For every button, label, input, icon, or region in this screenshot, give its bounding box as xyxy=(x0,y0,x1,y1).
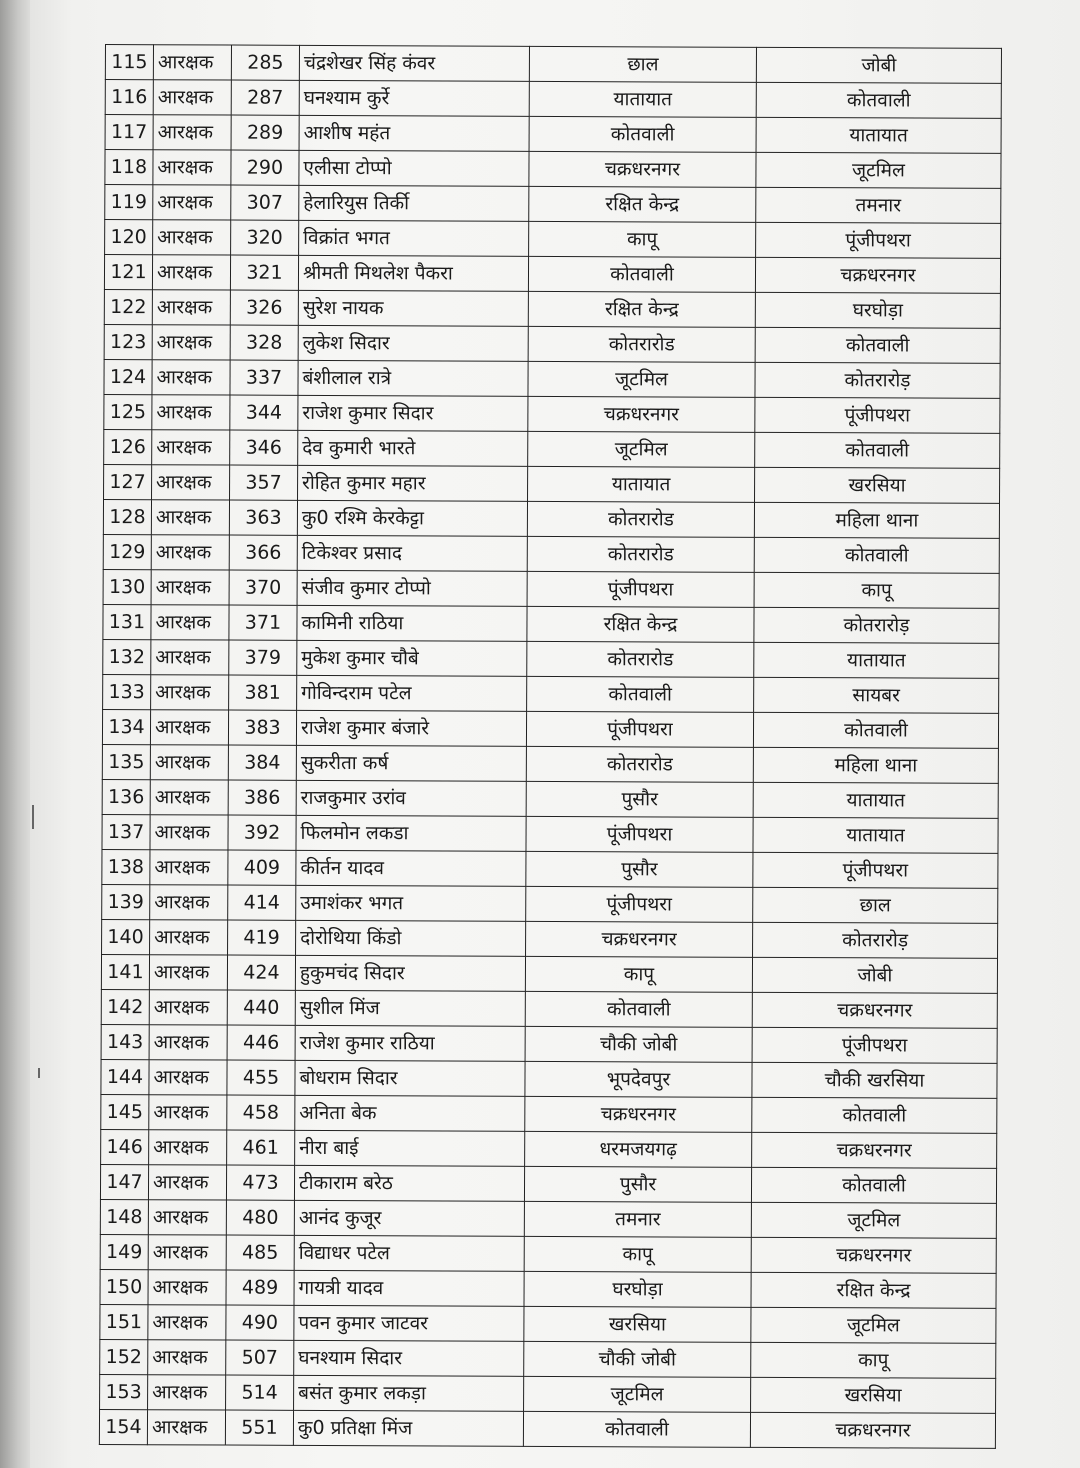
serial-number: 129 xyxy=(103,534,151,569)
posted-from: चक्रधरनगर xyxy=(528,396,755,432)
posted-from: कोतरारोड xyxy=(528,326,755,362)
posted-to: छाल xyxy=(753,887,998,923)
serial-number: 144 xyxy=(101,1059,149,1094)
posted-from: जूटमिल xyxy=(524,1376,751,1412)
badge-number: 370 xyxy=(229,570,297,605)
badge-number: 321 xyxy=(230,255,298,290)
posted-from: चौकी जोबी xyxy=(524,1341,751,1377)
serial-number: 124 xyxy=(104,359,152,394)
posted-from: रक्षित केन्द्र xyxy=(529,186,756,222)
serial-number: 126 xyxy=(104,429,152,464)
posted-to: पूंजीपथरा xyxy=(752,1027,997,1063)
serial-number: 125 xyxy=(104,394,152,429)
rank: आरक्षक xyxy=(150,710,228,745)
officer-name: अनिता बेक xyxy=(295,1095,525,1131)
margin-mark xyxy=(38,1068,40,1078)
table-row xyxy=(105,150,1001,189)
serial-number: 133 xyxy=(103,674,151,709)
badge-number: 371 xyxy=(229,605,297,640)
posted-to: पूंजीपथरा xyxy=(756,222,1001,258)
rank: आरक्षक xyxy=(148,1165,226,1200)
rank: आरक्षक xyxy=(152,360,230,395)
badge-number: 485 xyxy=(226,1235,294,1270)
posted-from: जूटमिल xyxy=(528,361,755,397)
badge-number: 480 xyxy=(226,1200,294,1235)
posted-from: चक्रधरनगर xyxy=(529,151,756,187)
officer-name: हेलारियुस तिर्की xyxy=(299,185,529,221)
table-row xyxy=(105,80,1001,119)
posted-to: कोतवाली xyxy=(752,1097,997,1133)
posted-to: खरसिया xyxy=(755,467,1000,503)
officer-name: राजेश कुमार राठिया xyxy=(295,1025,525,1061)
officer-name: रोहित कुमार महार xyxy=(298,465,528,501)
posted-to: कोतवाली xyxy=(756,82,1001,118)
posted-to: जोबी xyxy=(752,957,997,993)
posted-from: कापू xyxy=(525,956,752,992)
badge-number: 458 xyxy=(227,1095,295,1130)
rank: आरक्षक xyxy=(150,920,228,955)
rank: आरक्षक xyxy=(149,990,227,1025)
badge-number: 419 xyxy=(228,920,296,955)
serial-number: 119 xyxy=(105,185,153,220)
posted-from: कोतवाली xyxy=(525,991,752,1027)
table-row xyxy=(102,814,998,853)
posted-from: कोतरारोड xyxy=(527,501,754,537)
officer-name: टीकाराम बरेठ xyxy=(294,1165,524,1201)
badge-number: 383 xyxy=(228,710,296,745)
posted-from: पूंजीपथरा xyxy=(527,571,754,607)
serial-number: 118 xyxy=(105,150,153,185)
rank: आरक्षक xyxy=(151,675,229,710)
officer-name: नीरा बाई xyxy=(295,1130,525,1166)
table-row xyxy=(100,1234,996,1273)
officer-name: राजेश कुमार बंजारे xyxy=(296,710,526,746)
officer-name: कु0 रश्मि केरकेट्टा xyxy=(297,500,527,536)
posted-from: चौकी जोबी xyxy=(525,1026,752,1062)
table-row xyxy=(99,1409,995,1448)
rank: आरक्षक xyxy=(153,185,231,220)
posted-from: छाल xyxy=(529,46,756,82)
officer-name: देव कुमारी भारते xyxy=(298,430,528,466)
posted-to: महिला थाना xyxy=(754,502,999,538)
posted-from: चक्रधरनगर xyxy=(526,921,753,957)
posted-to: घरघोड़ा xyxy=(755,292,1000,328)
serial-number: 121 xyxy=(104,255,152,290)
rank: आरक्षक xyxy=(149,1025,227,1060)
badge-number: 446 xyxy=(227,1025,295,1060)
officer-name: दोरोथिया किंडो xyxy=(296,920,526,956)
badge-number: 290 xyxy=(231,150,299,185)
table-row xyxy=(102,779,998,818)
rank: आरक्षक xyxy=(151,640,229,675)
posted-to: चक्रधरनगर xyxy=(750,1412,995,1448)
rank: आरक्षक xyxy=(147,1410,225,1445)
serial-number: 134 xyxy=(102,709,150,744)
rank: आरक्षक xyxy=(153,45,231,80)
serial-number: 132 xyxy=(103,639,151,674)
rank: आरक्षक xyxy=(153,150,231,185)
posted-from: पूंजीपथरा xyxy=(526,711,753,747)
table-row xyxy=(102,884,998,923)
posted-to: जूटमिल xyxy=(756,152,1001,188)
officer-name: घनश्याम सिदार xyxy=(294,1340,524,1376)
rank: आरक्षक xyxy=(153,115,231,150)
serial-number: 153 xyxy=(100,1374,148,1409)
serial-number: 137 xyxy=(102,814,150,849)
officer-name: आशीष महंत xyxy=(299,115,529,151)
officer-name: सुशील मिंज xyxy=(295,990,525,1026)
posted-from: कापू xyxy=(529,221,756,257)
serial-number: 150 xyxy=(100,1269,148,1304)
posted-from: कोतरारोड xyxy=(527,641,754,677)
officer-name: बोधराम सिदार xyxy=(295,1060,525,1096)
badge-number: 328 xyxy=(230,325,298,360)
officer-name: कु0 प्रतिक्षा मिंज xyxy=(293,1410,523,1446)
posted-from: कोतवाली xyxy=(527,676,754,712)
rank: आरक्षक xyxy=(150,815,228,850)
officer-name: सुरेश नायक xyxy=(298,290,528,326)
officer-name: फिलमोन लकडा xyxy=(296,815,526,851)
posted-to: पूंजीपथरा xyxy=(755,397,1000,433)
posted-to: कोतवाली xyxy=(755,432,1000,468)
table-row xyxy=(103,534,999,573)
posted-to: खरसिया xyxy=(751,1377,996,1413)
table-row xyxy=(105,220,1001,259)
badge-number: 337 xyxy=(230,360,298,395)
posted-from: यातायात xyxy=(529,81,756,117)
table-row xyxy=(104,464,1000,503)
badge-number: 489 xyxy=(226,1270,294,1305)
rank: आरक्षक xyxy=(149,1095,227,1130)
serial-number: 123 xyxy=(104,324,152,359)
serial-number: 127 xyxy=(104,464,152,499)
posted-to: तमनार xyxy=(756,187,1001,223)
badge-number: 326 xyxy=(230,290,298,325)
posted-to: यातायात xyxy=(754,642,999,678)
badge-number: 551 xyxy=(225,1410,293,1445)
posted-from: पूंजीपथरा xyxy=(526,816,753,852)
posted-from: भूपदेवपुर xyxy=(525,1061,752,1097)
table-row xyxy=(100,1199,996,1238)
table-row xyxy=(103,499,999,538)
badge-number: 392 xyxy=(228,815,296,850)
table-row xyxy=(104,324,1000,363)
posted-from: यातायात xyxy=(528,466,755,502)
serial-number: 142 xyxy=(101,989,149,1024)
posted-to: कोतरारोड़ xyxy=(753,922,998,958)
posted-from: तमनार xyxy=(524,1201,751,1237)
officer-name: राजकुमार उरांव xyxy=(296,780,526,816)
posted-from: कोतवाली xyxy=(528,256,755,292)
badge-number: 285 xyxy=(231,45,299,80)
rank: आरक्षक xyxy=(151,500,229,535)
posted-to: कोतवाली xyxy=(753,712,998,748)
rank: आरक्षक xyxy=(150,780,228,815)
rank: आरक्षक xyxy=(152,290,230,325)
serial-number: 149 xyxy=(100,1234,148,1269)
badge-number: 379 xyxy=(229,640,297,675)
badge-number: 381 xyxy=(229,675,297,710)
serial-number: 143 xyxy=(101,1024,149,1059)
rank: आरक्षक xyxy=(152,395,230,430)
rank: आरक्षक xyxy=(151,605,229,640)
serial-number: 151 xyxy=(100,1304,148,1339)
posted-from: कोतवाली xyxy=(529,116,756,152)
rank: आरक्षक xyxy=(152,430,230,465)
officer-name: कामिनी राठिया xyxy=(297,605,527,641)
rank: आरक्षक xyxy=(149,1130,227,1165)
margin-mark xyxy=(32,805,34,829)
table-row xyxy=(103,569,999,608)
rank: आरक्षक xyxy=(148,1235,226,1270)
table-row xyxy=(101,989,997,1028)
rank: आरक्षक xyxy=(148,1340,226,1375)
rank: आरक्षक xyxy=(153,220,231,255)
badge-number: 440 xyxy=(227,990,295,1025)
posted-to: चक्रधरनगर xyxy=(752,1132,997,1168)
table-row xyxy=(102,744,998,783)
rank: आरक्षक xyxy=(152,465,230,500)
table-row xyxy=(100,1269,996,1308)
posted-to: जूटमिल xyxy=(751,1307,996,1343)
table-row xyxy=(101,1059,997,1098)
officer-name: पवन कुमार जाटवर xyxy=(294,1305,524,1341)
badge-number: 357 xyxy=(230,465,298,500)
officer-name: एलीसा टोप्पो xyxy=(299,150,529,186)
table-row xyxy=(100,1339,996,1378)
badge-number: 384 xyxy=(228,745,296,780)
table-row xyxy=(103,604,999,643)
table-row xyxy=(100,1304,996,1343)
posted-to: कापू xyxy=(754,572,999,608)
posted-to: रक्षित केन्द्र xyxy=(751,1272,996,1308)
badge-number: 514 xyxy=(226,1375,294,1410)
serial-number: 146 xyxy=(101,1129,149,1164)
rank: आरक्षक xyxy=(148,1200,226,1235)
posted-from: खरसिया xyxy=(524,1306,751,1342)
posted-from: धरमजयगढ़ xyxy=(525,1131,752,1167)
table-row xyxy=(101,1024,997,1063)
posted-to: यातायात xyxy=(753,817,998,853)
posted-from: कोतरारोड xyxy=(526,746,753,782)
badge-number: 409 xyxy=(228,850,296,885)
badge-number: 455 xyxy=(227,1060,295,1095)
table-row xyxy=(104,289,1000,328)
transfer-table-body xyxy=(99,45,1001,1449)
rank: आरक्षक xyxy=(149,1060,227,1095)
posted-from: कोतरारोड xyxy=(527,536,754,572)
posted-to: चौकी खरसिया xyxy=(752,1062,997,1098)
table-row xyxy=(105,115,1001,154)
serial-number: 128 xyxy=(103,499,151,534)
rank: आरक्षक xyxy=(150,850,228,885)
serial-number: 122 xyxy=(104,289,152,324)
badge-number: 287 xyxy=(231,80,299,115)
officer-name: सुकरीता कर्ष xyxy=(296,745,526,781)
serial-number: 135 xyxy=(102,744,150,779)
table-row xyxy=(103,674,999,713)
table-row xyxy=(104,429,1000,468)
officer-name: हुकुमचंद सिदार xyxy=(295,955,525,991)
posted-to: यातायात xyxy=(753,782,998,818)
serial-number: 136 xyxy=(102,779,150,814)
rank: आरक्षक xyxy=(152,325,230,360)
posted-to: कोतवाली xyxy=(754,537,999,573)
officer-name: लुकेश सिदार xyxy=(298,325,528,361)
serial-number: 130 xyxy=(103,569,151,604)
posted-from: पुसौर xyxy=(526,781,753,817)
officer-name: विद्याधर पटेल xyxy=(294,1235,524,1271)
table-row xyxy=(101,954,997,993)
posted-to: यातायात xyxy=(756,117,1001,153)
badge-number: 424 xyxy=(227,955,295,990)
officer-name: टिकेश्वर प्रसाद xyxy=(297,535,527,571)
posted-to: कोतवाली xyxy=(755,327,1000,363)
serial-number: 117 xyxy=(105,115,153,150)
table-row xyxy=(105,185,1001,224)
table-row xyxy=(102,709,998,748)
officer-name: मुकेश कुमार चौबे xyxy=(297,640,527,676)
serial-number: 139 xyxy=(102,884,150,919)
serial-number: 131 xyxy=(103,604,151,639)
serial-number: 141 xyxy=(101,954,149,989)
table-row xyxy=(102,849,998,888)
serial-number: 138 xyxy=(102,849,150,884)
posted-to: चक्रधरनगर xyxy=(755,257,1000,293)
posted-from: कापू xyxy=(524,1236,751,1272)
badge-number: 344 xyxy=(230,395,298,430)
badge-number: 320 xyxy=(231,220,299,255)
posted-to: जोबी xyxy=(756,47,1001,83)
officer-name: राजेश कुमार सिदार xyxy=(298,395,528,431)
table-row xyxy=(105,45,1001,84)
badge-number: 346 xyxy=(230,430,298,465)
rank: आरक्षक xyxy=(153,80,231,115)
rank: आरक्षक xyxy=(151,535,229,570)
posted-to: कोतरारोड़ xyxy=(754,607,999,643)
rank: आरक्षक xyxy=(148,1375,226,1410)
posted-to: कोतवाली xyxy=(751,1167,996,1203)
officer-name: आनंद कुजूर xyxy=(294,1200,524,1236)
badge-number: 461 xyxy=(227,1130,295,1165)
posted-to: कापू xyxy=(751,1342,996,1378)
badge-number: 414 xyxy=(228,885,296,920)
posted-to: जूटमिल xyxy=(751,1202,996,1238)
rank: आरक्षक xyxy=(152,255,230,290)
posted-from: पुसौर xyxy=(526,851,753,887)
table-row xyxy=(104,255,1000,294)
officer-name: गोविन्दराम पटेल xyxy=(297,675,527,711)
officer-name: श्रीमती मिथलेश पैकरा xyxy=(298,255,528,291)
badge-number: 507 xyxy=(226,1340,294,1375)
page-edge-shadow xyxy=(0,0,30,1468)
table-row xyxy=(100,1374,996,1413)
officer-name: बंशीलाल रात्रे xyxy=(298,360,528,396)
posted-from: घरघोड़ा xyxy=(524,1271,751,1307)
serial-number: 116 xyxy=(105,80,153,115)
serial-number: 120 xyxy=(105,220,153,255)
rank: आरक्षक xyxy=(150,745,228,780)
officer-name: कीर्तन यादव xyxy=(296,850,526,886)
posted-from: रक्षित केन्द्र xyxy=(528,291,755,327)
posted-from: पुसौर xyxy=(524,1166,751,1202)
posted-to: सायबर xyxy=(754,677,999,713)
badge-number: 307 xyxy=(231,185,299,220)
serial-number: 115 xyxy=(105,45,153,80)
table-row xyxy=(103,639,999,678)
posted-to: चक्रधरनगर xyxy=(751,1237,996,1273)
posted-to: पूंजीपथरा xyxy=(753,852,998,888)
table-row xyxy=(101,1094,997,1133)
serial-number: 147 xyxy=(100,1164,148,1199)
posted-from: कोतवाली xyxy=(523,1411,750,1447)
table-row xyxy=(102,919,998,958)
rank: आरक्षक xyxy=(150,885,228,920)
posted-to: कोतरारोड़ xyxy=(755,362,1000,398)
posted-from: रक्षित केन्द्र xyxy=(527,606,754,642)
officer-name: विक्रांत भगत xyxy=(299,220,529,256)
badge-number: 366 xyxy=(229,535,297,570)
posted-to: महिला थाना xyxy=(753,747,998,783)
badge-number: 473 xyxy=(226,1165,294,1200)
officer-name: चंद्रशेखर सिंह कंवर xyxy=(299,45,529,81)
posted-from: चक्रधरनगर xyxy=(525,1096,752,1132)
officer-name: घनश्याम कुर्रे xyxy=(299,80,529,116)
badge-number: 490 xyxy=(226,1305,294,1340)
officer-name: गायत्री यादव xyxy=(294,1270,524,1306)
badge-number: 363 xyxy=(229,500,297,535)
officer-name: बसंत कुमार लकड़ा xyxy=(294,1375,524,1411)
badge-number: 386 xyxy=(228,780,296,815)
table-row xyxy=(104,359,1000,398)
table-row xyxy=(100,1164,996,1203)
officer-name: उमाशंकर भगत xyxy=(296,885,526,921)
transfer-table xyxy=(99,44,1002,1449)
serial-number: 140 xyxy=(102,919,150,954)
rank: आरक्षक xyxy=(151,570,229,605)
badge-number: 289 xyxy=(231,115,299,150)
rank: आरक्षक xyxy=(148,1305,226,1340)
serial-number: 145 xyxy=(101,1094,149,1129)
rank: आरक्षक xyxy=(149,955,227,990)
posted-from: जूटमिल xyxy=(528,431,755,467)
serial-number: 152 xyxy=(100,1339,148,1374)
posted-from: पूंजीपथरा xyxy=(526,886,753,922)
rank: आरक्षक xyxy=(148,1270,226,1305)
table-row xyxy=(104,394,1000,433)
posted-to: चक्रधरनगर xyxy=(752,992,997,1028)
serial-number: 148 xyxy=(100,1199,148,1234)
officer-name: संजीव कुमार टोप्पो xyxy=(297,570,527,606)
serial-number: 154 xyxy=(99,1409,147,1444)
table-row xyxy=(101,1129,997,1168)
